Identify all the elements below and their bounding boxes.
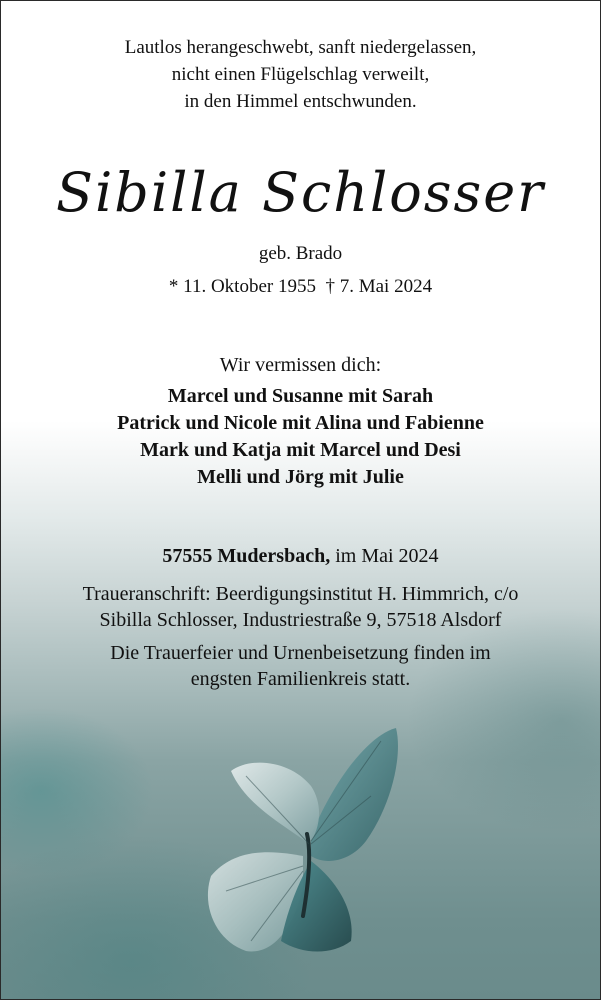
mourner-line: Patrick und Nicole mit Alina und Fabienne <box>117 412 484 434</box>
ceremony-line: Die Trauerfeier und Urnenbeisetzung finden im <box>110 642 491 664</box>
address-line: Traueranschrift: Beerdigungsinstitut H. Himmrich, c/o <box>82 583 519 605</box>
life-dates <box>1 273 600 301</box>
ceremony-note <box>1 640 600 692</box>
ceremony-line: engsten Familienkreis statt. <box>190 668 411 690</box>
mourners-intro: Wir vermissen dich: <box>219 354 382 376</box>
place-date <box>1 542 600 570</box>
poem <box>1 34 600 115</box>
mourners-list <box>1 383 600 491</box>
mourning-address <box>1 581 600 633</box>
maiden-name: geb. Brado <box>258 243 343 264</box>
address-line: Sibilla Schlosser, Industriestraße 9, 57518 Alsdorf <box>99 609 502 631</box>
poem-line: in den Himmel entschwunden. <box>184 91 417 112</box>
poem-line: nicht einen Flügelschlag verweilt, <box>171 64 430 85</box>
deceased-name: Sibilla Schlosser <box>56 161 545 224</box>
mourner-line: Mark und Katja mit Marcel und Desi <box>140 439 461 461</box>
birth-date: * 11. Oktober 1955 <box>168 276 316 297</box>
place: 57555 Mudersbach, <box>162 545 331 567</box>
poem-line: Lautlos herangeschwebt, sanft niedergelassen, <box>124 37 477 58</box>
date: im Mai 2024 <box>335 545 439 567</box>
mourner-line: Melli und Jörg mit Julie <box>197 466 404 488</box>
mourner-line: Marcel und Susanne mit Sarah <box>167 385 434 407</box>
butterfly-icon <box>191 716 411 961</box>
death-date: † 7. Mai 2024 <box>325 276 433 297</box>
